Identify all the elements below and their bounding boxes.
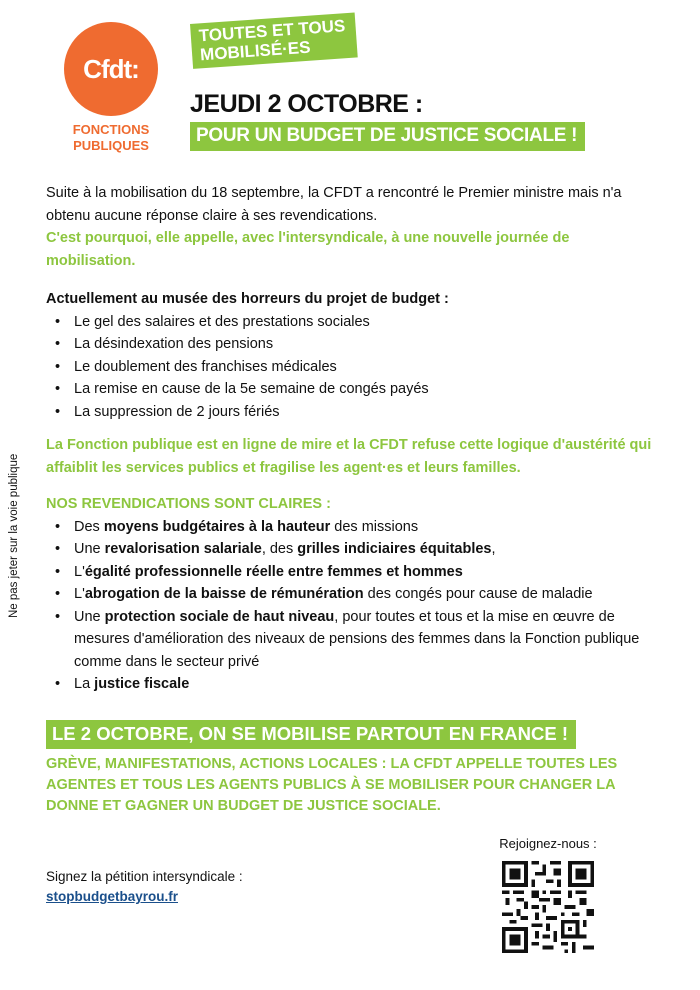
logo-line-2: PUBLIQUES <box>73 138 149 153</box>
demands-section <box>46 493 662 696</box>
tag-line-1: TOUTES ET TOUS <box>198 16 346 46</box>
horrors-list <box>46 311 662 424</box>
intro-call: C'est pourquoi, elle appelle, avec l'intersyndicale, à une nouvelle journée de mobilisation. <box>46 230 570 269</box>
cfdt-logo <box>62 22 160 154</box>
petition-label: Signez la pétition intersyndicale : <box>46 869 243 884</box>
list-item: • La remise en cause de la 5e semaine de congés payés <box>46 378 662 401</box>
austerity-section <box>46 434 662 479</box>
list-item: • L'abrogation de la baisse de rémunération des congés pour cause de maladie <box>46 583 662 606</box>
list-item: • L'égalité professionnelle réelle entre femmes et hommes <box>46 561 662 584</box>
austerity-text: La Fonction publique est en ligne de mire et la CFDT refuse cette logique d'austérité qui affaiblit les services publics et fragilise les agent·es et leurs familles. <box>46 437 652 476</box>
list-item: • Le gel des salaires et des prestations sociales <box>46 311 662 334</box>
mobilisation-tag <box>190 13 357 69</box>
tag-line-2: MOBILISÉ·ES <box>199 37 312 65</box>
petition-link[interactable]: stopbudgetbayrou.fr <box>46 889 178 904</box>
demands-list <box>46 516 662 696</box>
headline-subtitle: POUR UN BUDGET DE JUSTICE SOCIALE ! <box>190 122 585 151</box>
mobilisation-banner: LE 2 OCTOBRE, ON SE MOBILISE PARTOUT EN FRANCE ! <box>46 720 576 749</box>
logo-line-1: FONCTIONS <box>72 122 150 137</box>
intro-text: Suite à la mobilisation du 18 septembre, la CFDT a rencontré le Premier ministre mais n'a obtenu aucune réponse claire à ses revendications. <box>46 185 622 224</box>
list-item: • Le doublement des franchises médicales <box>46 356 662 379</box>
petition-block <box>46 867 243 907</box>
logo-brand: Cfdt: <box>83 53 139 84</box>
list-item: • Une protection sociale de haut niveau, pour toutes et tous et la mise en œuvre de mesures d'amélioration des niveaux de pensions des femmes dans la Fonction publique comme dans le secteur privé <box>46 606 662 674</box>
qr-code-icon[interactable] <box>502 861 594 953</box>
list-item: • Des moyens budgétaires à la hauteur des missions <box>46 516 662 539</box>
list-item: • La suppression de 2 jours fériés <box>46 401 662 424</box>
logo-subtitle <box>62 122 160 154</box>
qr-label: Rejoignez-nous : <box>499 836 597 851</box>
demands-title: NOS REVENDICATIONS SONT CLAIRES : <box>46 496 331 512</box>
list-item: • La justice fiscale <box>46 673 662 696</box>
intro-section <box>46 182 662 272</box>
headline-date: JEUDI 2 OCTOBRE : <box>190 90 423 118</box>
list-item: • La désindexation des pensions <box>46 333 662 356</box>
qr-block <box>478 836 618 953</box>
horrors-title: Actuellement au musée des horreurs du projet de budget : <box>46 291 449 307</box>
logo-circle <box>64 22 158 116</box>
side-notice: Ne pas jeter sur la voie publique <box>8 453 20 618</box>
horrors-section <box>46 288 662 423</box>
list-item: • Une revalorisation salariale, des grilles indiciaires équitables, <box>46 538 662 561</box>
strike-callout: GRÈVE, MANIFESTATIONS, ACTIONS LOCALES : LA CFDT APPELLE TOUTES LES AGENTES ET TOUS LES AGENTS PUBLICS À SE MOBILISER POUR CHANGER LA DONNE ET GAGNER UN BUDGET DE JUSTICE SOCIALE. <box>46 756 618 814</box>
